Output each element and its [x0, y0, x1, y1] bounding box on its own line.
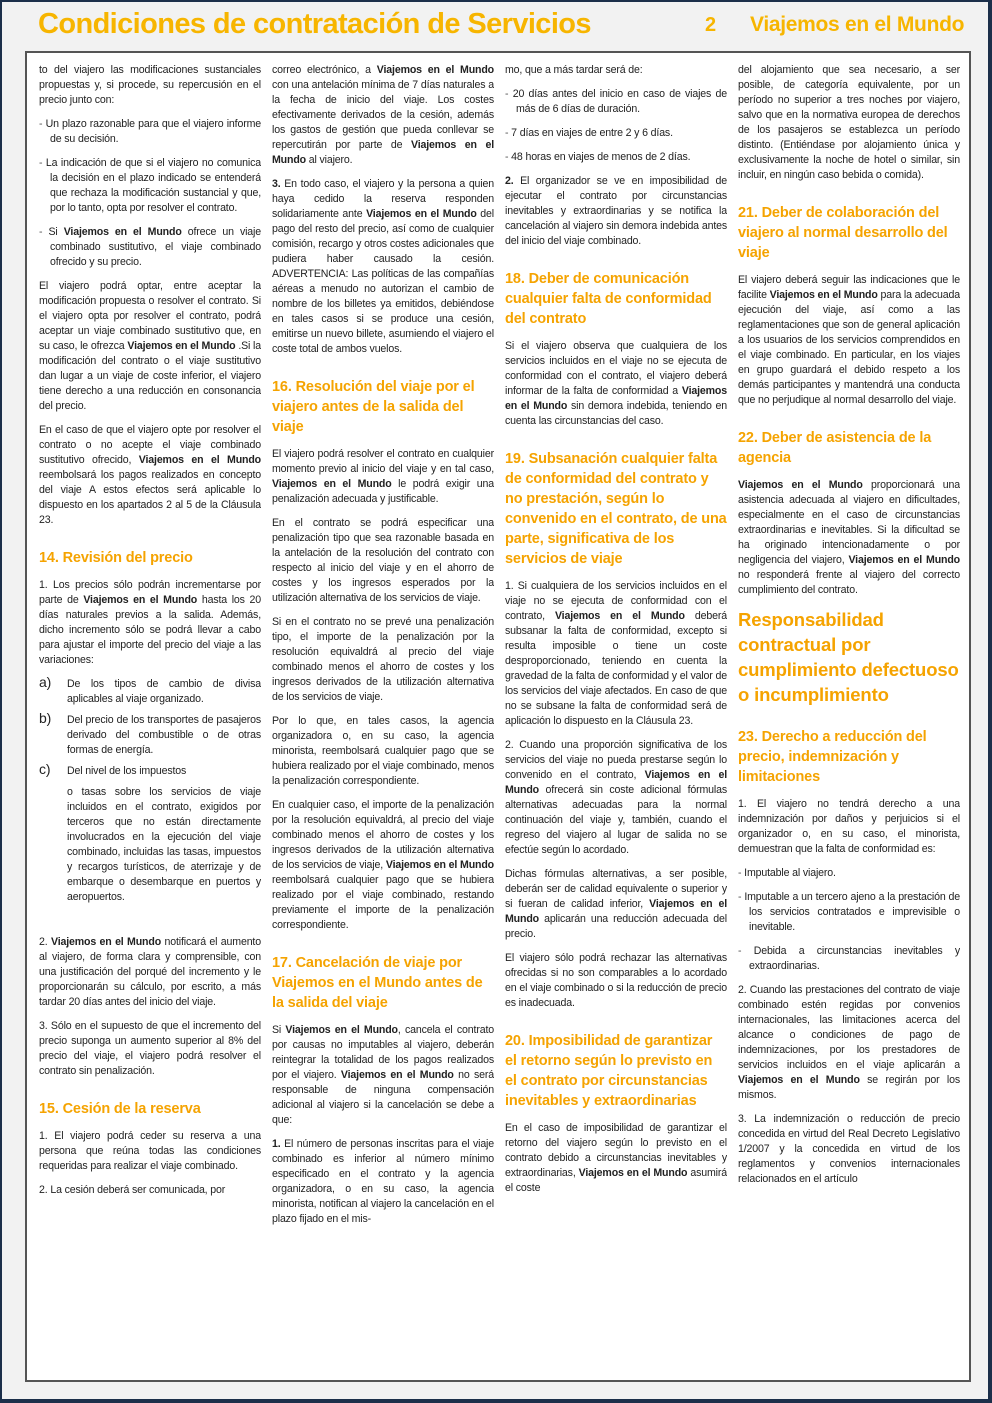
paragraph [272, 177, 494, 357]
section-heading [272, 953, 494, 1013]
text-run: asumirá el coste [505, 1167, 727, 1194]
bold-text: 1. [272, 1138, 281, 1150]
text-run: 2. La cesión deberá ser comunicada, por [39, 1184, 226, 1196]
text-run: reembolsará cualquier pago que se hubiera realizado por el viaje combinado, restando previamente el importe de la penalización correspondiente. [272, 874, 494, 931]
text-run: 16. Resolución del viaje por el viajero antes de la salida del viaje [272, 379, 475, 435]
content-box [25, 51, 971, 1382]
text-run: o tasas sobre los servicios de viaje incluidos en el contrato, exigidos por terceros que no están directamente involucrados en la ejecución del viaje combinado, incluidas las tasas, impuestos y recargos turísticos, de aterrizaje y de embarque o desembarque en puertos y aeropuertos. [67, 786, 261, 903]
list-item [738, 890, 960, 935]
text-run: Si [272, 1024, 286, 1036]
list-item [39, 117, 261, 147]
paragraph [272, 516, 494, 606]
bold-text: 2. [505, 175, 514, 187]
text-run: del alojamiento que sea necesario, a ser posible, de categoría equivalente, por un período no superior a tres noches por viajero, salvo que en la normativa europea de derechos de los pasajeros se establezca un período distinto. (Entiéndase por alojamiento única y exclusivamente la noche de hotel o similar, sin incluir, en ningún caso bebida o comida). [738, 64, 960, 181]
text-run: 17. Cancelación de viaje por Viajemos en el Mundo antes de la salida del viaje [272, 955, 483, 1011]
text-run: al viajero. [305, 154, 353, 166]
paragraph [505, 579, 727, 729]
text-run: El viajero podrá resolver el contrato en cualquier momento previo al inicio del viaje y en tal caso, [272, 448, 494, 475]
text-run: Del precio de los transportes de pasajeros derivado del combustible o de otras formas de energía. [67, 714, 261, 756]
text-run: En el contrato se podrá especificar una penalización tipo que sea razonable basada en la antelación de la resolución del contrato con respecto al inicio del viaje y en el ahorro de costes y los ingresos esperados por la utilización alternativa de los servicios de viaje. [272, 517, 494, 604]
list-item [505, 87, 727, 117]
text-run: reembolsará los pagos realizados en concepto del viaje A estos efectos será aplicable lo dispuesto en los apartados 2 al 5 de la Cláusula 23. [39, 469, 261, 526]
text-run: La indicación de que si el viajero no comunica la decisión en el plazo indicado se entenderá que rechaza la modificación sustancial y que, por lo tanto, opta por resolver el contrato. [45, 157, 261, 214]
text-run: Imputable al viajero. [744, 867, 836, 879]
paragraph [738, 273, 960, 408]
paragraph [272, 63, 494, 168]
text-run: 1. Si cualquiera de los servicios incluidos en el viaje no se ejecuta de conformidad con el contrato, [505, 580, 727, 622]
bold-text: Viajemos en el Mundo [272, 478, 392, 490]
text-run: 7 días en viajes de entre 2 y 6 días. [511, 127, 673, 139]
list-item [505, 126, 727, 141]
text-run: 1. El viajero no tendrá derecho a una indemnización por daños y perjuicios si el organizador o, en su caso, el minorista, demuestran que la falta de conformidad es: [738, 798, 960, 855]
list-item [738, 944, 960, 974]
text-run: sin demora indebida, teniendo en cuenta las circunstancias del caso. [505, 400, 727, 427]
section-heading [505, 449, 727, 569]
text-run: En el caso de que el viajero opte por resolver el contrato o no acepte el viaje combinado sustitutivo ofrecido, [39, 424, 261, 466]
text-run: 22. Deber de asistencia de la agencia [738, 430, 932, 466]
section-heading [39, 548, 261, 568]
text-run: El organizador se ve en imposibilidad de ejecutar el contrato por circunstancias inevitables y extraordinarias y se notifica la cancelación al viajero sin demora indebida antes del inicio del viaje combinado. [505, 175, 727, 247]
text-run: , cancela el contrato por causas no imputables al viajero, deberán reintegrar la totalidad de los pagos realizados por el viajero. [272, 1024, 494, 1081]
text-run: to del viajero las modificaciones sustanciales propuestas y, si procede, su repercusión en el precio junto con: [39, 64, 261, 106]
text-run: 1. El viajero podrá ceder su reserva a una persona que reúna todas las condiciones requeridas para realizar el viaje combinado. [39, 1130, 261, 1172]
text-column-4 [738, 63, 960, 1373]
bold-text: Viajemos en el Mundo [848, 554, 960, 566]
lettered-item [39, 674, 261, 707]
text-column-2 [272, 63, 494, 1373]
text-run: 18. Deber de comunicación cualquier falta de conformidad del contrato [505, 271, 712, 327]
text-run: 3. Sólo en el supuesto de que el incremento del precio suponga un aumento superior al 8% del precio del viaje, el viajero podrá resolver el contrato sin penalización. [39, 1020, 261, 1077]
bold-text: Viajemos en el Mundo [376, 64, 494, 76]
bold-text: Viajemos en el Mundo [505, 385, 727, 412]
text-run: aplicarán una reducción adecuada del precio. [505, 913, 727, 940]
text-run: ofrece un viaje combinado sustitutivo, el viaje combinado ofrecido y su precio. [50, 226, 261, 268]
bold-text: Viajemos en el Mundo [769, 289, 878, 301]
paragraph [272, 714, 494, 789]
text-run: no responderá frente al viajero del correcto cumplimiento del contrato. [738, 569, 960, 596]
text-run: Debida a circunstancias inevitables y extraordinarias. [749, 945, 960, 972]
section-heading [272, 377, 494, 437]
text-run: Un plazo razonable para que el viajero informe de su decisión. [45, 118, 261, 145]
bold-text: Viajemos en el Mundo [505, 769, 727, 796]
text-run: 2. Cuando una proporción significativa de los servicios del viaje no pueda prestarse según lo convenido en el contrato, [505, 739, 727, 781]
text-run: 48 horas en viajes de menos de 2 días. [511, 151, 691, 163]
text-run: 15. Cesión de la reserva [39, 1101, 201, 1117]
section-heading [738, 727, 960, 787]
section-heading [39, 1099, 261, 1119]
text-run: En el caso de imposibilidad de garantizar el retorno del viajero según lo previsto en el contrato debido a circunstancias inevitables y extraordinarias, [505, 1122, 727, 1179]
bold-text: Viajemos en el Mundo [50, 936, 162, 948]
text-run: se regirán por los mismos. [738, 1074, 960, 1101]
text-run: Por lo que, en tales casos, la agencia organizadora o, en su caso, la agencia minorista, reembolsará cualquier pago que se hubiera realizado por el viaje combinado, menos la penalización correspondiente. [272, 715, 494, 787]
text-run: hasta los 20 días naturales previos a la salida. Además, dicho incremento sólo se podrá llevar a cabo para ajustar el importe del precio del viaje a las variaciones: [39, 594, 261, 666]
major-heading [738, 607, 960, 707]
paragraph [272, 798, 494, 933]
bold-text: Viajemos en el Mundo [385, 859, 494, 871]
paragraph [272, 615, 494, 705]
page-number: 2 [705, 14, 717, 36]
text-run: En todo caso, el viajero y la persona a quien haya cedido la reserva responden solidariamente ante [272, 178, 494, 220]
item-letter: b) [39, 710, 52, 726]
bold-text: Viajemos en el Mundo [63, 226, 182, 238]
text-run: 3. La indemnización o reducción de precio concedida en virtud del Real Decreto Legislativo 1/2007 y la concedida en virtud de los reglamentos y convenios internacionales relacionados en el artículo [738, 1113, 960, 1185]
paragraph [39, 1183, 261, 1198]
text-run: proporcionará una asistencia adecuada al viajero en dificultades, especialmente en el caso de circunstancias extraordinarias e inevitables. Si la dificultad se ha originado intencionadamente o por negligencia del viajero, [738, 479, 960, 566]
paragraph [39, 935, 261, 1010]
bold-text: Viajemos en el Mundo [340, 1069, 454, 1081]
paragraph [738, 1112, 960, 1187]
section-heading [505, 269, 727, 329]
bold-text: Viajemos en el Mundo [366, 208, 477, 220]
text-run: mo, que a más tardar será de: [505, 64, 643, 76]
paragraph [272, 447, 494, 507]
bold-text: Viajemos en el Mundo [83, 594, 198, 606]
paragraph [505, 951, 727, 1011]
paragraph [272, 1137, 494, 1227]
paragraph [505, 738, 727, 858]
text-run: le podrá exigir una penalización adecuada y justificable. [272, 478, 494, 505]
text-run: del pago del resto del precio, así como de cualquier comisión, recargo y otros costes adicionales que pudiera haber causado la cesión. ADVERTENCIA: Las políticas de las compañías aéreas a menudo no autorizan el cambio de nombre de los billetes ya emitidos, debiéndose en tales casos si se produce una cesión, emitirse un nuevo billete, asumiendo el viajero el coste total de ambos vuelos. [272, 208, 494, 355]
document-page [2, 2, 988, 1399]
text-run: 23. Derecho a reducción del precio, indemnización y limitaciones [738, 729, 927, 785]
text-run: 1. Los precios sólo podrán incrementarse por parte de [39, 579, 261, 606]
text-run: 19. Subsanación cualquier falta de conformidad del contrato y no prestación, según lo convenido en el contrato, de una parte, significativa de los servicios de viaje [505, 451, 727, 567]
paragraph [505, 867, 727, 942]
bold-text: Viajemos en el Mundo [738, 1074, 860, 1086]
text-run: 21. Deber de colaboración del viajero al normal desarrollo del viaje [738, 205, 948, 261]
text-run: deberá subsanar la falta de conformidad, excepto si resulta imposible o tiene un coste desproporcionado, teniendo en cuenta la gravedad de la falta de conformidad y el valor de los servicios del viaje afectados. En caso de que no se subsane la falta de conformidad será de aplicación lo dispuesto en la Cláusula 23. [505, 610, 727, 727]
paragraph [39, 578, 261, 668]
bold-text: Viajemos en el Mundo [554, 610, 685, 622]
paragraph [39, 423, 261, 528]
text-column-3 [505, 63, 727, 1373]
lettered-item [39, 761, 261, 779]
page-title: Condiciones de contratación de Servicios [38, 8, 591, 40]
item-letter: c) [39, 761, 51, 777]
text-run: 2. [39, 936, 51, 948]
paragraph [39, 279, 261, 414]
paragraph [505, 63, 727, 78]
paragraph [738, 478, 960, 598]
section-heading [738, 428, 960, 468]
list-item [39, 156, 261, 216]
text-run: 20. Imposibilidad de garantizar el retorno según lo previsto en el contrato por circunstancias inevitables y extraordinarias [505, 1033, 713, 1109]
list-item [39, 225, 261, 270]
text-run: Del nivel de los impuestos [67, 765, 187, 777]
text-run: con una antelación mínima de 7 días naturales a la fecha de inicio del viaje. Los costes efectivamente derivados de la cesión, además los gastos de gestión que pueda conllevar se repercutirán por parte de [272, 79, 494, 151]
paragraph [738, 983, 960, 1103]
item-letter: a) [39, 674, 52, 690]
text-run: En cualquier caso, el importe de la penalización por la resolución equivaldrá, al precio del viaje combinado menos el ahorro de costes y los ingresos derivados de la utilización alternativa de los servicios de viaje, [272, 799, 494, 871]
lettered-item [39, 710, 261, 758]
text-run: para la adecuada ejecución del viaje, así como a las reglamentaciones que son de general aplicación a los usuarios de los servicios comprendidos en el viaje combinado. En particular, en los viajes en grupo guardará el debido respeto a los demás participantes y mantendrá una conducta que no perjudique al normal desarrollo del viaje. [738, 289, 960, 406]
bold-text: Viajemos en el Mundo [272, 139, 494, 166]
paragraph [738, 797, 960, 857]
bold-text: Viajemos en el Mundo [138, 454, 261, 466]
section-heading [738, 203, 960, 263]
section-heading [505, 1031, 727, 1111]
list-item [505, 150, 727, 165]
paragraph [505, 339, 727, 429]
paragraph [39, 1019, 261, 1079]
text-run: El viajero podrá optar, entre aceptar la modificación propuesta o resolver el contrato. Si el viajero opta por resolver el contrato, podrá aceptar un viaje combinado sustitutivo que, en su caso, le ofrezca [39, 280, 261, 352]
paragraph [39, 1129, 261, 1174]
text-run: Si el viajero observa que cualquiera de los servicios incluidos en el viaje no se ejecuta de conformidad con el contrato, el viajero deberá informar de la falta de conformidad a [505, 340, 727, 397]
text-run: Imputable a un tercero ajeno a la prestación de los servicios contratados e imprevisible o inevitable. [744, 891, 960, 933]
bold-text: Viajemos en el Mundo [127, 340, 236, 352]
paragraph [272, 1023, 494, 1128]
bold-text: 3. [272, 178, 281, 190]
text-run: Responsabilidad contractual por cumplimiento defectuoso o incumplimiento [738, 609, 959, 705]
continued-item [39, 785, 261, 905]
text-run: El número de personas inscritas para el viaje combinado es inferior al número mínimo especificado en el contrato y la agencia organizadora, o en su caso, la agencia minorista, notifican al viajero la cancelación en el plazo fijado en el mis- [272, 1138, 494, 1225]
bold-text: Viajemos en el Mundo [738, 479, 863, 491]
text-run: De los tipos de cambio de divisa aplicables al viaje organizado. [67, 678, 261, 705]
text-run: El viajero deberá seguir las indicaciones que le facilite [738, 274, 960, 301]
text-run: 14. Revisión del precio [39, 550, 193, 566]
text-column-1 [39, 63, 261, 1373]
brand-name: Viajemos en el Mundo [750, 13, 965, 36]
text-run: .Si la modificación del contrato o el viaje sustitutivo dan lugar a un viaje de coste inferior, el viajero tiene derecho a una reducción en consonancia del precio. [39, 340, 261, 412]
text-run: 2. Cuando las prestaciones del contrato de viaje combinado estén regidas por convenios internacionales, las limitaciones acerca del alcance o condiciones de pago de indemnizaciones, por los prestadores de servicios incluidos en el viaje aplicarán a [738, 984, 960, 1071]
paragraph [738, 63, 960, 183]
text-run: correo electrónico, a [272, 64, 377, 76]
text-run: El viajero sólo podrá rechazar las alternativas ofrecidas si no son comparables a lo acordado en el viaje combinado o si la reducción de precio es inadecuada. [505, 952, 727, 1009]
bold-text: Viajemos en el Mundo [505, 898, 727, 925]
text-run: Si en el contrato no se prevé una penalización tipo, el importe de la penalización por la resolución equivaldrá al precio del viaje combinado menos el ahorro de costes y los ingresos derivados de la utilización alternativa de los servicios de viaje. [272, 616, 494, 703]
bold-text: Viajemos en el Mundo [285, 1024, 398, 1036]
text-run: 20 días antes del inicio en caso de viajes de más de 6 días de duración. [512, 88, 727, 115]
bold-text: Viajemos en el Mundo [578, 1167, 688, 1179]
paragraph [505, 1121, 727, 1196]
text-run: ofrecerá sin coste adicional fórmulas alternativas adecuadas para la normal continuación del viaje y, también, cuando el regreso del viajero al lugar de salida no se efectúe según lo acordado. [505, 784, 727, 856]
paragraph [39, 63, 261, 108]
text-run: notificará el aumento al viajero, de forma clara y comprensible, con una justificación del porqué del incremento y le proporcionarán su cálculo, por escrito, a más tardar 20 días antes del inicio del viaje. [39, 936, 261, 1008]
text-run: Si [48, 226, 64, 238]
list-item [738, 866, 960, 881]
text-run: Dichas fórmulas alternativas, a ser posible, deberán ser de calidad equivalente o superior y si fueran de calidad inferior, [505, 868, 727, 910]
text-run: no será responsable de ninguna compensación adicional al viajero si la cancelación se debe a que: [272, 1069, 494, 1126]
paragraph [505, 174, 727, 249]
